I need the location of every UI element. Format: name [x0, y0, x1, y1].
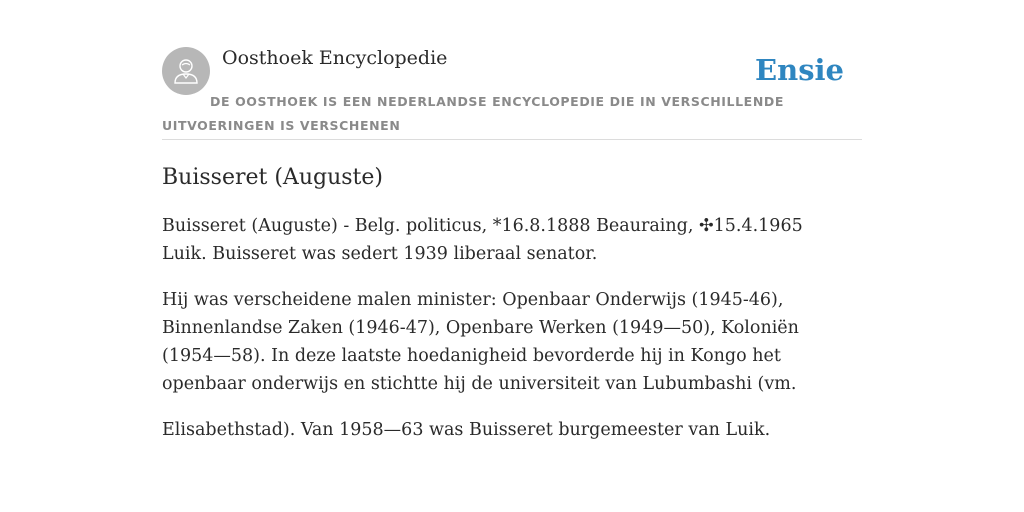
person-outline-icon	[171, 56, 201, 86]
article-paragraph-2: Hij was verscheidene malen minister: Openbaar Onderwijs (1945-46), Binnenlandse Zaken (1946-47), Openbare Werken (1949—50), Koloniën (1954—58). In deze laatste hoedanigheid bevorderde hij in Kongo het openbaar onderwijs en stichtte hij de universiteit van Lubumbashi (vm.	[162, 290, 799, 394]
article-paragraph-1: Buisseret (Auguste) - Belg. politicus, *16.8.1888 Beauraing, ✣15.4.1965 Luik. Buisseret was sedert 1939 liberaal senator.	[162, 216, 803, 264]
article-paragraph-3: Elisabethstad). Van 1958—63 was Buisseret burgemeester van Luik.	[162, 420, 771, 440]
user-avatar-icon[interactable]	[162, 47, 210, 95]
source-title[interactable]: Oosthoek Encyclopedie	[222, 47, 448, 69]
source-description: DE OOSTHOEK IS EEN NEDERLANDSE ENCYCLOPEDIE DIE IN VERSCHILLENDE UITVOERINGEN IS VERSCHENEN	[162, 94, 784, 133]
ensie-logo[interactable]: Ensie	[755, 53, 844, 87]
article	[162, 160, 852, 462]
source-header	[162, 46, 862, 140]
article-title: Buisseret (Auguste)	[162, 165, 383, 190]
